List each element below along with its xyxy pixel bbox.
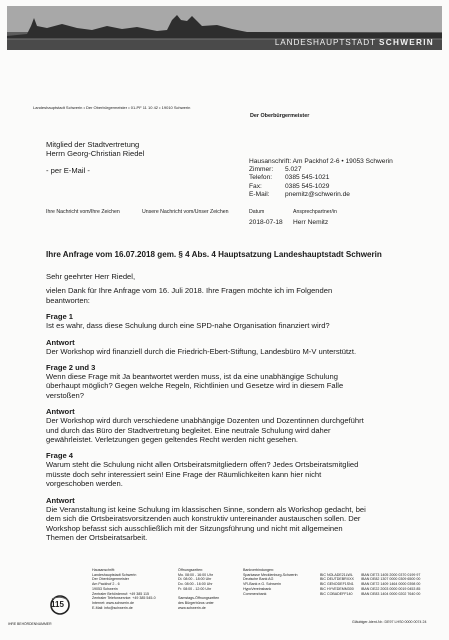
section-line: verstoßen? [46, 390, 84, 400]
section-heading: Antwort [46, 495, 75, 505]
footer-banks [243, 568, 298, 596]
footer-line: IBAN DE82 1307 0000 0309 6500 00 [361, 577, 421, 582]
section-heading: Frage 4 [46, 451, 74, 461]
section-line: gewährleistet. Verletzungen gegen geltendes Recht werden nicht gesehen. [46, 435, 299, 445]
footer-line: IBAN DE22 2003 0000 0019 0453 85 [361, 586, 421, 591]
office-label: Der Oberbürgermeister [250, 113, 310, 119]
section-heading: Antwort [46, 337, 75, 347]
footer-line: Bankverbindungen: [243, 568, 274, 572]
footer-website-link[interactable]: www.schwerin.de [178, 605, 206, 610]
footer-line: Mo. 08:00 - 16:00 Uhr [178, 572, 213, 577]
section-answer-4 [46, 496, 408, 543]
ref-yours-label: Ihre Nachricht vom/Ihre Zeichen [46, 209, 120, 215]
footer-line: Landeshauptstadt Schwerin [92, 572, 137, 577]
footer-address [92, 568, 156, 610]
banner-prefix: LANDESHAUPTSTADT [274, 38, 376, 47]
header-banner [7, 6, 442, 50]
footer-line: BIC NOLADE21LWL [320, 572, 353, 577]
footer-bics [320, 573, 354, 597]
section-line: überhaupt möglich? Gegen welche Regeln, Richtlinien und Gesetze wird in diesem Falle [46, 381, 344, 391]
banner-title [275, 38, 434, 47]
footer-line: Samstags-Öffnungszeiten [178, 596, 220, 601]
section-answer-2-3 [46, 407, 408, 444]
section-heading: Frage 2 und 3 [46, 363, 96, 373]
section-line: dem sich die Ortsbeiratsvorsitzenden auch konstruktiv untereinander austauschen sollen. Der [46, 514, 361, 524]
footer-line: des Bürgerbüros unter [178, 600, 214, 605]
footer-line: Der Oberbürgermeister [92, 577, 129, 582]
intro-line: vielen Dank für Ihre Anfrage vom 16. Juli 2018. Ihre Fragen möchte ich im Folgenden [46, 286, 333, 296]
contact-email[interactable]: E-Mail: pnemitz@schwerin.de [249, 190, 350, 198]
section-line: und durch das Büro der Stadtvertretung begleitet. Eine neutrale Schulung wird daher [46, 425, 331, 435]
sender-return-line: Landeshauptstadt Schwerin • Der Oberbürgermeister • 01-PF 11 10 42 • 19010 Schwerin [33, 105, 191, 110]
ref-contact-label: Ansprechpartner/in [293, 209, 337, 215]
footer-line: IBAN DE72 1409 1464 0000 0398 00 [361, 582, 421, 587]
footer-line: Zentraler Telefonservice: +49 385 545-0 [92, 596, 156, 601]
contact-room: Zimmer: 5.027 [249, 166, 302, 174]
contact-address: Hausanschrift: Am Packhof 2-6 • 19053 Schwerin [249, 158, 393, 165]
badge-caption: IHRE BEHÖRDENNUMMER [8, 622, 52, 626]
section-heading: Antwort [46, 407, 75, 417]
banner-city: SCHWERIN [379, 38, 434, 47]
footer-line: Deutsche Bank AG [243, 577, 274, 582]
contact-phone: Telefon: 0385 545-1021 [249, 174, 330, 182]
intro-paragraph [46, 286, 408, 305]
subject-line: Ihre Anfrage vom 16.07.2018 gem. § 4 Abs. 4 Hauptsatzung Landeshauptstadt Schwerin [46, 250, 382, 259]
footer-ibans [361, 573, 420, 597]
section-question-2-3 [46, 363, 408, 400]
intro-line: beantworten: [46, 295, 90, 305]
section-line: Ist es wahr, dass diese Schulung durch eine SPD-nahe Organisation finanziert wird? [46, 321, 330, 331]
letter-body [46, 272, 408, 542]
footer-line: IBAN DE83 1404 0000 0202 7640 00 [361, 591, 421, 596]
footer-line: IBAN DE73 1405 2000 0370 0199 97 [361, 572, 421, 577]
contact-block [249, 158, 393, 199]
footer-line: Fr. 08:00 - 12:00 Uhr [178, 586, 212, 591]
footer-email-link[interactable]: E-Mail: info@schwerin.de [92, 605, 133, 610]
footer-website-link[interactable]: Internet: www.schwerin.de [92, 600, 134, 605]
creditor-id: Gläubiger-Ident-Nr.: DE97 LHS0 0000 0074 24 [352, 620, 427, 624]
footer-line: BIC GENODEF1SN1 [320, 582, 354, 587]
contact-fax: Fax: 0385 545-1029 [249, 182, 330, 190]
section-line: Workshop befasst sich ausschließlich mit der Sitzungsführung und nicht mit allgemeinen [46, 523, 343, 533]
section-line: müsste doch sehr interessiert sein! Eine Frage der Räumlichkeiten kann hier nicht [46, 469, 322, 479]
ref-contact-person: Herr Nemitz [293, 219, 329, 226]
footer-line: HypoVereinsbank [243, 586, 272, 591]
recipient-line-2: Herrn Georg-Christian Riedel [46, 149, 145, 159]
footer-line: Sparkasse Mecklenburg-Schwerin [243, 572, 298, 577]
recipient-delivery: - per E-Mail - [46, 165, 90, 175]
footer-line: BIC COBADEFF140 [320, 591, 353, 596]
section-line: Der Workshop wird finanziell durch die Friedrich-Ebert-Stiftung, Landesbüro M-V unterstützt. [46, 346, 357, 356]
section-line: Wenn diese Frage mit Ja beantwortet werden muss, ist da eine unabhängige Schulung [46, 372, 338, 382]
section-line: Warum steht die Schulung nicht allen Ortsbeiratsmitgliedern offen? Jedes Ortsbeiratsmitglied [46, 460, 359, 470]
ref-date-label: Datum [249, 209, 265, 215]
recipient-block [46, 140, 144, 175]
ref-date: 2018-07-18 [249, 219, 283, 226]
footer-hours [178, 568, 219, 610]
section-line: Themen der Ortsbeiratsarbeit. [46, 532, 148, 542]
behoerdennummer-badge [8, 595, 72, 630]
footer-line: Öffnungszeiten: [178, 568, 204, 572]
footer-line: Di. 08:00 - 18:00 Uhr [178, 577, 212, 582]
salutation: Sehr geehrter Herr Riedel, [46, 272, 136, 281]
footer-line: Hausanschrift: [92, 568, 115, 572]
footer-line: 19053 Schwerin [92, 586, 118, 591]
section-answer-1 [46, 338, 408, 356]
footer-line: VR-Bank e.G. Schwerin [243, 582, 281, 587]
section-question-4 [46, 451, 408, 488]
footer-line: BIC DEUTDEBRXXX [320, 577, 354, 582]
footer-line: Commerzbank [243, 591, 267, 596]
section-line: vorgeschoben werden. [46, 479, 123, 489]
ref-ours-label: Unsere Nachricht vom/Unser Zeichen [142, 209, 229, 215]
section-line: Der Workshop wird durch verschiedene unabhängige Dozenten und Dozentinnen durchgeführt [46, 416, 364, 426]
footer-line: BIC HYVEDEMM300 [320, 586, 354, 591]
footer-line: Do. 08:00 - 16:00 Uhr [178, 582, 213, 587]
badge-number: 115 [51, 600, 64, 609]
section-question-1 [46, 312, 408, 330]
footer-line: Am Packhof 2 - 6 [92, 582, 120, 587]
section-line: Die Veranstaltung ist keine Schulung im klassischen Sinne, sondern als Workshop gedacht, bei [46, 504, 366, 514]
recipient-line-1: Mitglied der Stadtvertretung [46, 140, 140, 149]
section-heading: Frage 1 [46, 312, 74, 322]
footer-line: Zentraler Behördenruf: +49 385 115 [92, 591, 149, 596]
